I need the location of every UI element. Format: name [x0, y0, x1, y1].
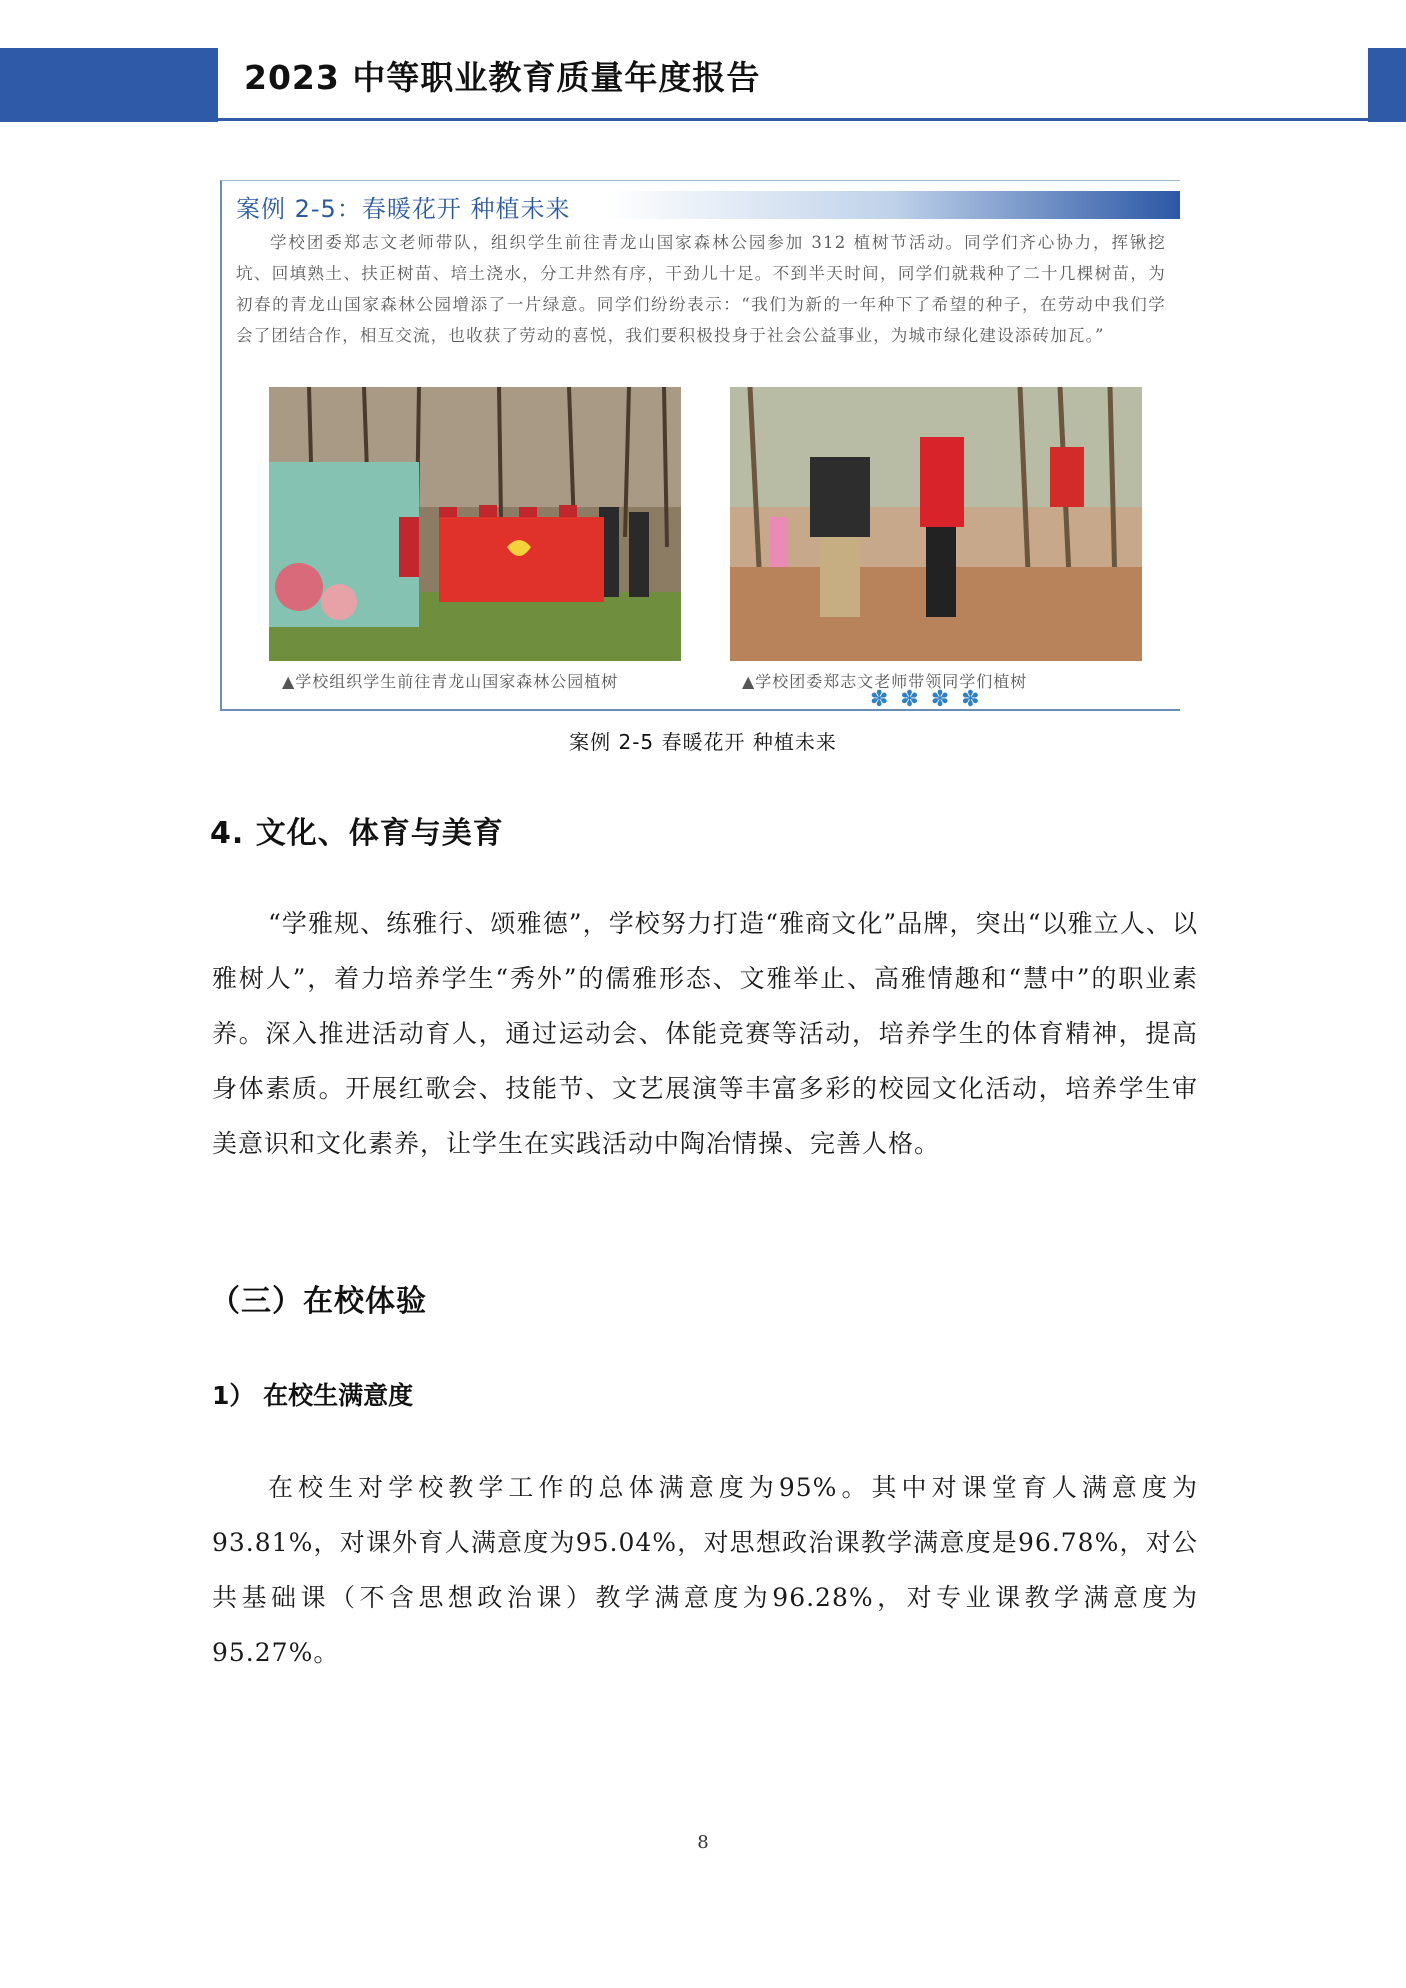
decoration-icons: ✽✽✽✽ [870, 687, 992, 712]
figure-caption: 案例 2-5 春暖花开 种植未来 [569, 730, 837, 754]
case-study-box [220, 180, 1180, 711]
section-heading-culture: 4. 文化、体育与美育 [210, 816, 504, 851]
page-number: 8 [697, 1832, 709, 1853]
satisfaction-paragraph: 在校生对学校教学工作的总体满意度为95%。其中对课堂育人满意度为93.81%，对课外育人满意度为95.04%，对思想政治课教学满意度是96.78%，对公共基础课（不含思想政治课）教学满意度为96.28%，对专业课教学满意度为95.27%。 [212, 1473, 1198, 1667]
header-left-bar [0, 48, 218, 122]
photo-tree-planting-group [269, 387, 681, 661]
photo-2-caption: ▲学校团委郑志文老师带领同学们植树 [742, 672, 1028, 691]
header-right-bar [1368, 48, 1406, 122]
section-culture-paragraph: “学雅规、练雅行、颂雅德”，学校努力打造“雅商文化”品牌，突出“以雅立人、以雅树人”，着力培养学生“秀外”的儒雅形态、文雅举止、高雅情趣和“慧中”的职业素养。深入推进活动育人，通过运动会、体能竞赛等活动，培养学生的体育精神，提高身体素质。开展红歌会、技能节、文艺展演等丰富多彩的校园文化活动，培养学生审美意识和文化素养，让学生在实践活动中陶冶情操、完善人格。 [212, 909, 1198, 1158]
case-title: 案例 2-5：春暖花开 种植未来 [236, 195, 571, 223]
photo-teacher-planting [730, 387, 1142, 661]
section-heading-experience: （三）在校体验 [210, 1284, 427, 1319]
header-divider [218, 118, 1368, 121]
report-title: 2023 中等职业教育质量年度报告 [244, 58, 761, 97]
subsection-heading-satisfaction: 1） 在校生满意度 [212, 1381, 414, 1410]
photo-1-caption: ▲学校组织学生前往青龙山国家森林公园植树 [282, 672, 619, 691]
case-body-text: 学校团委郑志文老师带队，组织学生前往青龙山国家森林公园参加 312 植树节活动。同学们齐心协力，挥锹挖坑、回填熟土、扶正树苗、培土浇水，分工井然有序，干劲儿十足。不到半天时间，同学们就栽种了二十几棵树苗，为初春的青龙山国家森林公园增添了一片绿意。同学们纷纷表示：“我们为新的一年种下了希望的种子，在劳动中我们学会了团结合作，相互交流，也收获了劳动的喜悦，我们要积极投身于社会公益事业，为城市绿化建设添砖加瓦。” [236, 233, 1166, 345]
